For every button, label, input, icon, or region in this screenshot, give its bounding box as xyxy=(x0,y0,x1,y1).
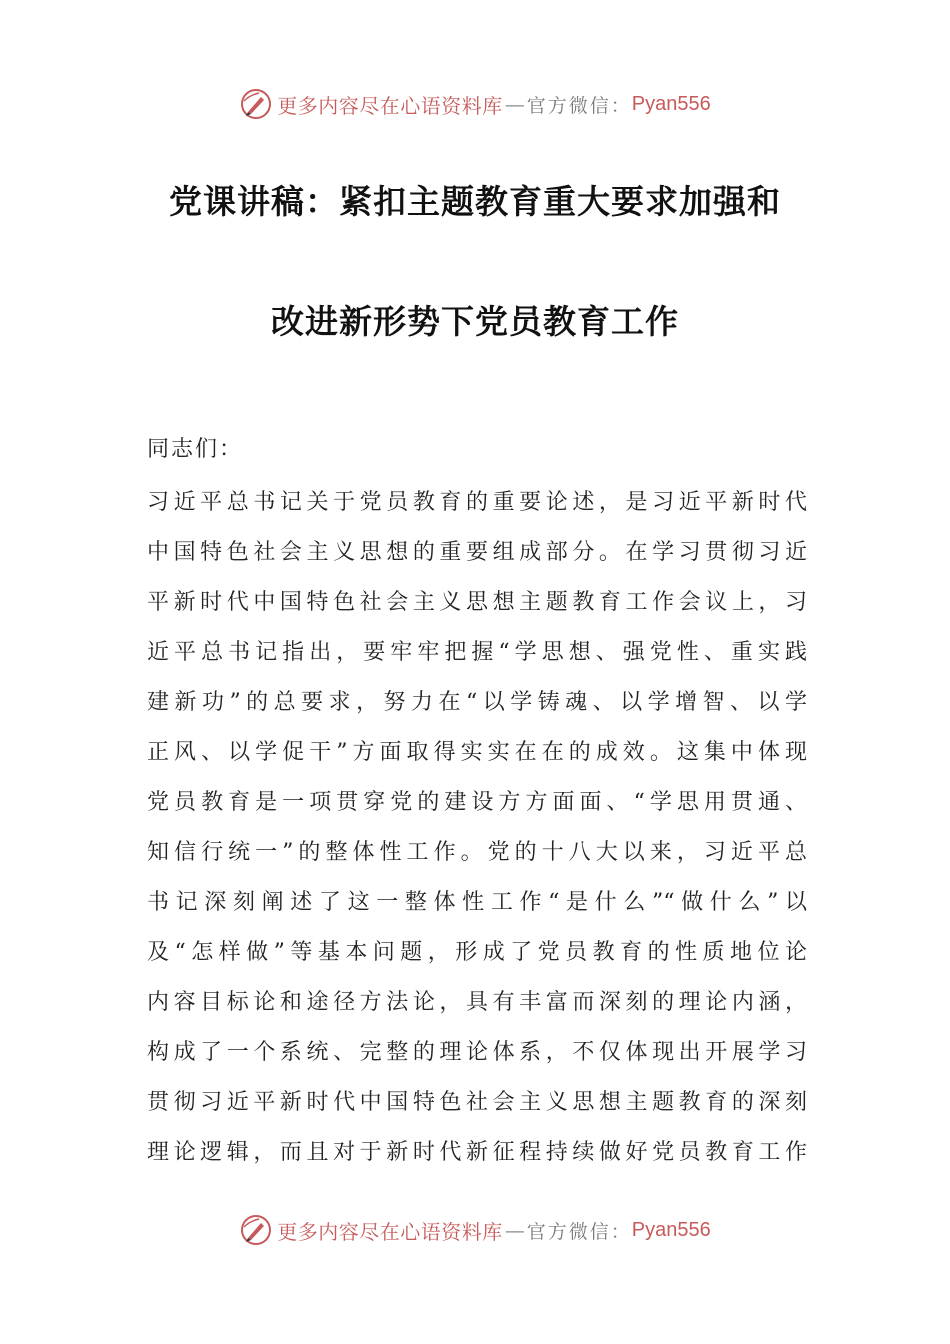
banner-wechat-id: Pyan556 xyxy=(631,92,711,115)
document-title-line-2: 改进新形势下党员教育工作 xyxy=(271,302,679,341)
document-title-line-1: 党课讲稿：紧扣主题教育重大要求加强和 xyxy=(169,182,781,221)
banner-brand-text: 更多内容尽在心语资料库 xyxy=(277,93,503,118)
body-line: 建新功”的总要求，努力在“以学铸魂、以学增智、以学 xyxy=(147,690,807,715)
body-line: 正风、以学促干”方面取得实实在在的成效。这集中体现 xyxy=(147,740,807,765)
pen-logo-icon xyxy=(239,87,273,121)
banner-wechat-label: 官方微信： xyxy=(526,94,632,117)
body-line: 理论逻辑，而且对于新时代新征程持续做好党员教育工作 xyxy=(147,1140,807,1165)
banner-dash: — xyxy=(504,1218,525,1242)
footer-banner xyxy=(0,1210,950,1250)
body-line: 党员教育是一项贯穿党的建设方方面面、“学思用贯通、 xyxy=(147,790,807,815)
body-line: 近平总书记指出，要牢牢把握“学思想、强党性、重实践 xyxy=(147,640,807,665)
body-line: 书记深刻阐述了这一整体性工作“是什么”“做什么”以 xyxy=(147,890,807,915)
body-line: 中国特色社会主义思想的重要组成部分。在学习贯彻习近 xyxy=(147,540,807,565)
banner-wechat-label: 官方微信： xyxy=(526,1220,632,1243)
body-line: 及“怎样做”等基本问题，形成了党员教育的性质地位论 xyxy=(147,940,807,965)
body-line: 构成了一个系统、完整的理论体系，不仅体现出开展学习 xyxy=(147,1040,807,1065)
header-banner xyxy=(0,84,950,124)
banner-brand-text: 更多内容尽在心语资料库 xyxy=(277,1219,503,1244)
body-line: 平新时代中国特色社会主义思想主题教育工作会议上，习 xyxy=(147,590,807,615)
body-line: 习近平总书记关于党员教育的重要论述，是习近平新时代 xyxy=(147,490,807,515)
body-line: 内容目标论和途径方法论，具有丰富而深刻的理论内涵， xyxy=(147,990,807,1015)
salutation: 同志们： xyxy=(147,437,244,462)
body-line: 贯彻习近平新时代中国特色社会主义思想主题教育的深刻 xyxy=(147,1090,807,1115)
banner-dash: — xyxy=(504,92,525,116)
banner-wechat-id: Pyan556 xyxy=(631,1218,711,1241)
body-line: 知信行统一”的整体性工作。党的十八大以来，习近平总 xyxy=(147,840,807,865)
pen-logo-icon xyxy=(239,1213,273,1247)
body-paragraph xyxy=(147,478,807,1178)
